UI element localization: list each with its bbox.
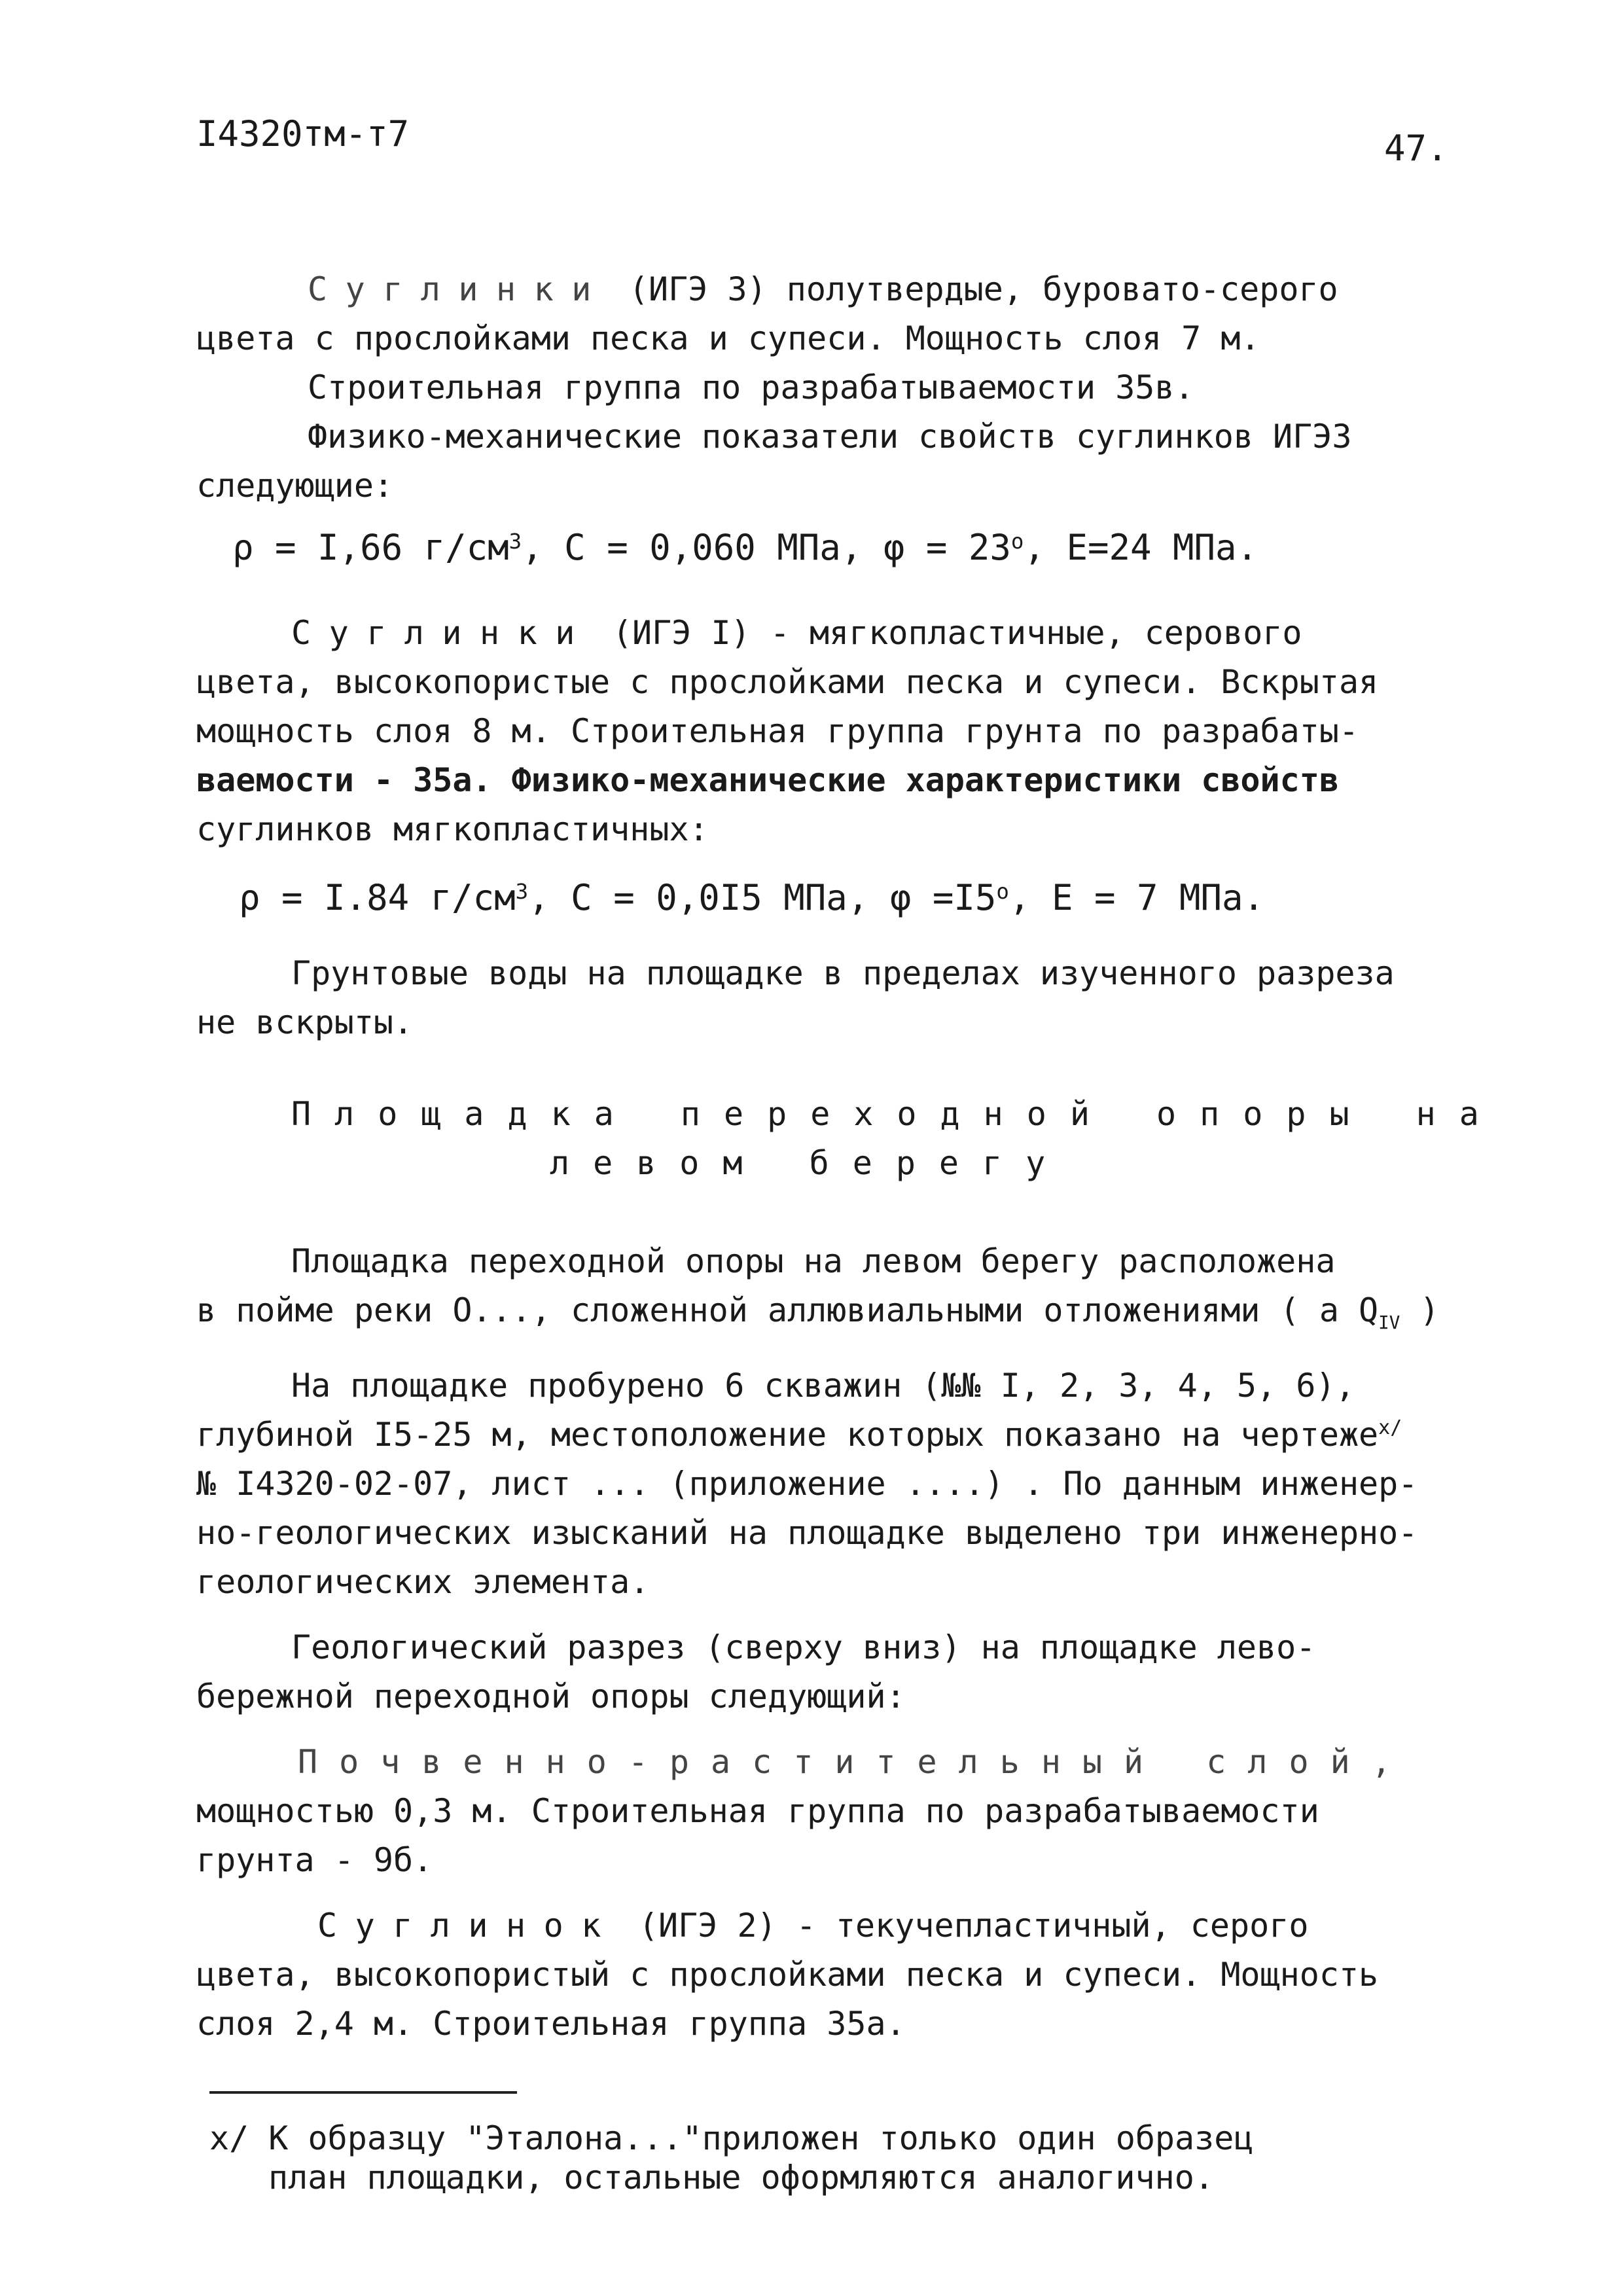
document-code: I4320тм-т7	[196, 113, 410, 154]
section-heading-line1: Площадка переходной опоры на	[291, 1095, 1503, 1133]
footnote-line2: план площадки, остальные оформляются аналогично.	[268, 2159, 1214, 2197]
paragraph-location-line2: в пойме реки О..., сложенной аллювиальными отложениями ( a $Q_{IV}$ )	[196, 1291, 1440, 1333]
section-heading-line2: левом берегу	[550, 1144, 1069, 1182]
paragraph-ige1-line1: Суглинки (ИГЭ I) - мягкопластичные, серового	[291, 614, 1302, 652]
paragraph-soil-layer-line1: Почвенно-растительный слой,	[298, 1743, 1413, 1781]
paragraph-ige1-line3: мощность слоя 8 м. Строительная группа грунта по разрабаты-	[196, 712, 1359, 750]
paragraph-ige2-line2: цвета, высокопористый с прослойками песка и супеси. Мощность	[196, 1956, 1379, 1994]
formula-ige1: ρ = I.84 $г/см^3$, C = 0,0I5 МПа, $\varphi =I5^о$, E = 7 МПа.	[239, 877, 1265, 918]
footnote-mark: x/	[1378, 1416, 1402, 1439]
paragraph-boreholes-line4: но-геологических изысканий на площадке выделено три инженерно-	[196, 1514, 1418, 1552]
term-suglinok: Суглинок	[317, 1907, 619, 1945]
paragraph-ige1-line5: суглинков мягкопластичных:	[196, 810, 709, 848]
paragraph-section-line1: Геологический разрез (сверху вниз) на площадке лево-	[291, 1628, 1316, 1666]
paragraph-ige1-line4: ваемости - 35а. Физико-механические характеристики свойств	[196, 761, 1339, 799]
footnote-separator	[209, 2091, 517, 2094]
paragraph-groundwater-line2: не вскрыты.	[196, 1003, 414, 1041]
paragraph-ige2-line3: слоя 2,4 м. Строительная группа 35а.	[196, 2005, 906, 2043]
paragraph-location-line1: Площадка переходной опоры на левом берегу расположена	[291, 1242, 1336, 1280]
paragraph-group-35v: Строительная группа по разрабатываемости 35в.	[308, 368, 1194, 406]
paragraph-ige2-line1: Суглинок (ИГЭ 2) - текучепластичный, серого	[317, 1907, 1309, 1945]
paragraph-boreholes-line3: № I4320-02-07, лист ... (приложение ....) . По данным инженер-	[196, 1465, 1418, 1503]
paragraph-ige3-line1: Суглинки (ИГЭ 3) полутвердые, буровато-серого	[308, 270, 1338, 308]
paragraph-boreholes-line5: геологических элемента.	[196, 1563, 650, 1601]
page-number: 47.	[1384, 128, 1448, 169]
paragraph-section-line2: бережной переходной опоры следующий:	[196, 1677, 906, 1715]
paragraph-boreholes-line1: На площадке пробурено 6 скважин (№№ I, 2, 3, 4, 5, 6),	[291, 1367, 1355, 1405]
formula-ige3: ρ = I,66 $г/см^3$, C = 0,060 МПа, $\varphi = 23^о$, E=24 МПа.	[232, 527, 1258, 568]
paragraph-boreholes-line2: глубиной I5-25 м, местоположение которых показано на чертеже$^{x/}$	[196, 1416, 1402, 1454]
term-suglinki-2: Суглинки	[291, 614, 593, 652]
paragraph-soil-layer-line2: мощностью 0,3 м. Строительная группа по разрабатываемости	[196, 1792, 1319, 1830]
term-suglinki: Суглинки	[308, 270, 609, 308]
footnote-line1: x/ К образцу "Эталона..."приложен только один образец	[209, 2119, 1254, 2157]
paragraph-physmech-line1: Физико-механические показатели свойств суглинков ИГЭ3	[308, 418, 1352, 456]
paragraph-soil-layer-line3: грунта - 9б.	[196, 1841, 433, 1879]
paragraph-groundwater-line1: Грунтовые воды на площадке в пределах изученного разреза	[291, 954, 1395, 992]
paragraph-physmech-line2: следующие:	[196, 467, 394, 505]
paragraph-ige3-line2: цвета с прослойками песка и супеси. Мощность слоя 7 м.	[196, 319, 1260, 357]
paragraph-ige1-line2: цвета, высокопористые с прослойками песка и супеси. Вскрытая	[196, 663, 1379, 701]
